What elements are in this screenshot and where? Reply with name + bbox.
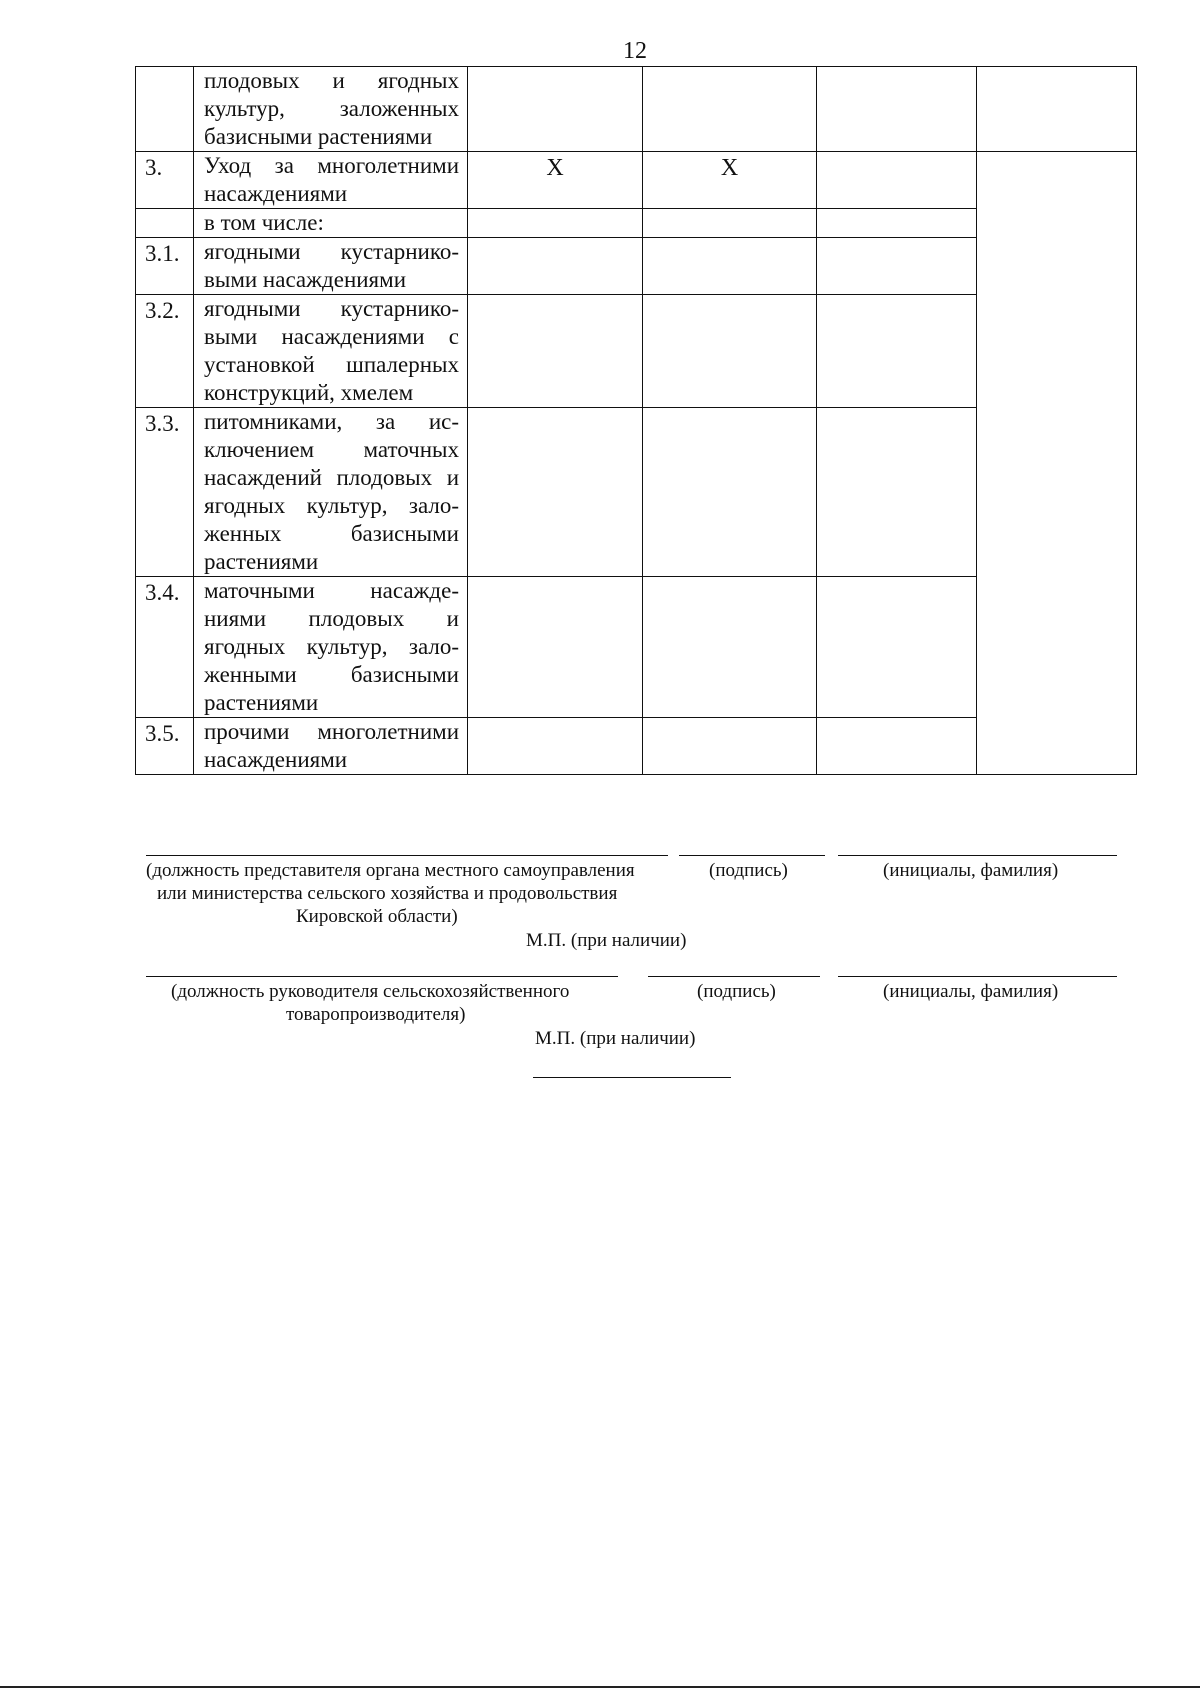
subsidy-form-table: [135, 66, 1137, 775]
value-cell: [468, 209, 643, 238]
name-caption: (инициалы, фамилия): [883, 981, 1059, 1002]
value-cell: [817, 718, 977, 775]
not-applicable-mark: Х: [468, 152, 643, 209]
position-caption: или министерства сельского хозяйства и продовольствия: [157, 883, 618, 904]
end-rule: [533, 1077, 731, 1078]
scan-edge-line: [0, 1686, 1200, 1688]
value-cell: [817, 408, 977, 577]
value-cell: [817, 295, 977, 408]
signature-caption: (подпись): [709, 860, 788, 881]
row-number: 3.5.: [136, 718, 194, 775]
row-number: 3.2.: [136, 295, 194, 408]
not-applicable-mark: Х: [643, 152, 817, 209]
value-cell: [643, 295, 817, 408]
name-caption: (инициалы, фамилия): [883, 860, 1059, 881]
row-number: 3.1.: [136, 238, 194, 295]
signature-line: [648, 976, 820, 977]
position-caption: товаропроизводителя): [286, 1004, 466, 1025]
value-cell: [468, 238, 643, 295]
row-number: 3.: [136, 152, 194, 209]
value-cell: [468, 408, 643, 577]
row-number: 3.3.: [136, 408, 194, 577]
row-label: маточными насажде-ниями плодовых и ягодных культур, зало-женными базисными растениями: [194, 577, 468, 718]
value-cell: [468, 718, 643, 775]
signature-line: [679, 855, 825, 856]
row-label: Уход за многолетними насаждениями: [194, 152, 468, 209]
table-row: [136, 67, 1137, 152]
row-label: в том числе:: [194, 209, 468, 238]
value-cell: [817, 577, 977, 718]
row-label: питомниками, за ис-ключением маточных насаждений плодовых и ягодных культур, зало-женных базисными растениями: [194, 408, 468, 577]
value-cell: [977, 67, 1137, 152]
stamp-caption: М.П. (при наличии): [526, 930, 687, 951]
value-cell: [643, 577, 817, 718]
row-label: прочими многолетними насаждениями: [194, 718, 468, 775]
row-label: ягодными кустарнико-выми насаждениями: [194, 238, 468, 295]
row-number-cell: [136, 209, 194, 238]
name-signature-line: [838, 976, 1117, 977]
value-cell: [468, 67, 643, 152]
value-cell: [468, 577, 643, 718]
row-number: 3.4.: [136, 577, 194, 718]
name-signature-line: [838, 855, 1117, 856]
position-caption: (должность руководителя сельскохозяйственного: [171, 981, 570, 1002]
row-label: плодовых и ягодных культур, заложенных базисными растениями: [194, 67, 468, 152]
table-row: [136, 152, 1137, 209]
value-cell: [643, 209, 817, 238]
merged-value-cell: [977, 152, 1137, 775]
value-cell: [817, 152, 977, 209]
stamp-caption: М.П. (при наличии): [535, 1028, 696, 1049]
value-cell: [468, 295, 643, 408]
value-cell: [817, 67, 977, 152]
value-cell: [643, 718, 817, 775]
position-caption: (должность представителя органа местного самоуправления: [146, 860, 635, 881]
row-number-cell: [136, 67, 194, 152]
page-number: 12: [623, 38, 647, 64]
value-cell: [817, 238, 977, 295]
position-signature-line: [146, 855, 668, 856]
row-label: ягодными кустарнико-выми насаждениями с установкой шпалерных конструкций, хмелем: [194, 295, 468, 408]
position-caption: Кировской области): [296, 906, 458, 927]
position-signature-line: [146, 976, 618, 977]
value-cell: [643, 408, 817, 577]
signature-caption: (подпись): [697, 981, 776, 1002]
value-cell: [643, 238, 817, 295]
value-cell: [643, 67, 817, 152]
value-cell: [817, 209, 977, 238]
